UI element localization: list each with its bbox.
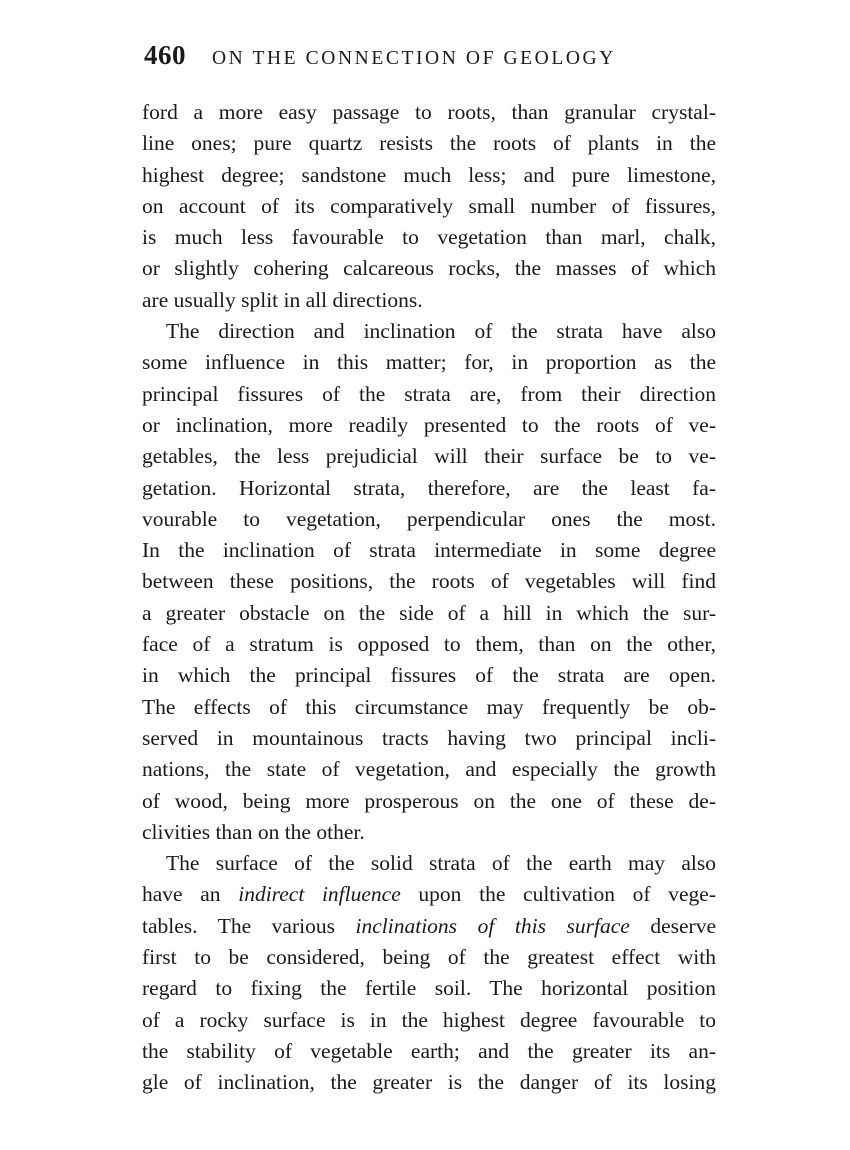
- text-segment: principal fissures of the strata are, from their direction: [142, 381, 716, 406]
- text-segment: or inclination, more readily presented to the roots of ve-: [142, 412, 716, 437]
- text-line: [142, 942, 716, 973]
- body-text: [142, 97, 716, 1099]
- text-line: [142, 222, 716, 253]
- text-line: [142, 535, 716, 566]
- text-line: [142, 410, 716, 441]
- text-segment: regard to fixing the fertile soil. The horizontal position: [142, 976, 716, 1001]
- text-segment: is much less favourable to vegetation than marl, chalk,: [142, 225, 716, 250]
- text-line: [142, 786, 716, 817]
- text-line: [142, 285, 716, 316]
- text-segment: or slightly cohering calcareous rocks, the masses of which: [142, 256, 716, 281]
- text-segment: of a rocky surface is in the highest degree favourable to: [142, 1007, 716, 1032]
- italic-phrase: indirect influence: [238, 882, 401, 907]
- text-line: [142, 566, 716, 597]
- text-segment: The surface of the solid strata of the earth may also: [166, 851, 716, 876]
- text-line: [142, 879, 716, 910]
- text-segment: getation. Horizontal strata, therefore, are the least fa-: [142, 475, 716, 500]
- text-line: [142, 128, 716, 159]
- text-segment: nations, the state of vegetation, and especially the growth: [142, 757, 716, 782]
- text-segment: in which the principal fissures of the strata are open.: [142, 663, 716, 688]
- text-segment: on account of its comparatively small number of fissures,: [142, 193, 716, 218]
- text-segment: In the inclination of strata intermediate in some degree: [142, 538, 716, 563]
- text-segment: upon the cultivation of vege-: [400, 882, 716, 907]
- text-line: [142, 848, 716, 879]
- text-line: [142, 347, 716, 378]
- text-line: [142, 660, 716, 691]
- text-segment: gle of inclination, the greater is the danger of its losing: [142, 1070, 716, 1095]
- running-title: ON THE CONNECTION OF GEOLOGY: [212, 48, 616, 69]
- text-segment: deserve: [629, 913, 717, 938]
- text-segment: clivities than on the other.: [142, 819, 365, 844]
- text-line: [142, 911, 716, 942]
- text-segment: highest degree; sandstone much less; and pure limestone,: [142, 162, 716, 187]
- text-line: [142, 817, 716, 848]
- text-line: [142, 97, 716, 128]
- text-segment: face of a stratum is opposed to them, than on the other,: [142, 632, 716, 657]
- page-number: 460: [144, 40, 186, 70]
- text-line: [142, 1005, 716, 1036]
- text-line: [142, 598, 716, 629]
- text-segment: the stability of vegetable earth; and the greater its an-: [142, 1038, 716, 1063]
- text-line: [142, 629, 716, 660]
- page-header: [144, 40, 724, 74]
- text-line: [142, 723, 716, 754]
- text-line: [142, 692, 716, 723]
- text-line: [142, 441, 716, 472]
- text-line: [142, 1036, 716, 1067]
- text-segment: tables. The various: [142, 913, 356, 938]
- text-line: [142, 1067, 716, 1098]
- text-line: [142, 160, 716, 191]
- text-line: [142, 316, 716, 347]
- italic-phrase: inclinations of this surface: [355, 913, 630, 938]
- text-segment: getables, the less prejudicial will their surface be to ve-: [142, 444, 716, 469]
- text-line: [142, 191, 716, 222]
- text-line: [142, 253, 716, 284]
- text-line: [142, 504, 716, 535]
- text-segment: line ones; pure quartz resists the roots of plants in the: [142, 131, 716, 156]
- text-segment: some influence in this matter; for, in proportion as the: [142, 350, 716, 375]
- text-segment: have an: [142, 882, 239, 907]
- text-segment: first to be considered, being of the greatest effect with: [142, 945, 716, 970]
- text-segment: The direction and inclination of the strata have also: [166, 319, 716, 344]
- text-segment: a greater obstacle on the side of a hill in which the sur-: [142, 600, 716, 625]
- text-segment: between these positions, the roots of vegetables will find: [142, 569, 716, 594]
- text-segment: are usually split in all directions.: [142, 287, 423, 312]
- text-line: [142, 379, 716, 410]
- text-line: [142, 754, 716, 785]
- text-segment: of wood, being more prosperous on the one of these de-: [142, 788, 716, 813]
- text-segment: vourable to vegetation, perpendicular ones the most.: [142, 506, 716, 531]
- text-line: [142, 973, 716, 1004]
- text-segment: The effects of this circumstance may frequently be ob-: [142, 694, 716, 719]
- text-line: [142, 473, 716, 504]
- text-segment: served in mountainous tracts having two principal incli-: [142, 725, 716, 750]
- text-segment: ford a more easy passage to roots, than granular crystal-: [142, 100, 716, 124]
